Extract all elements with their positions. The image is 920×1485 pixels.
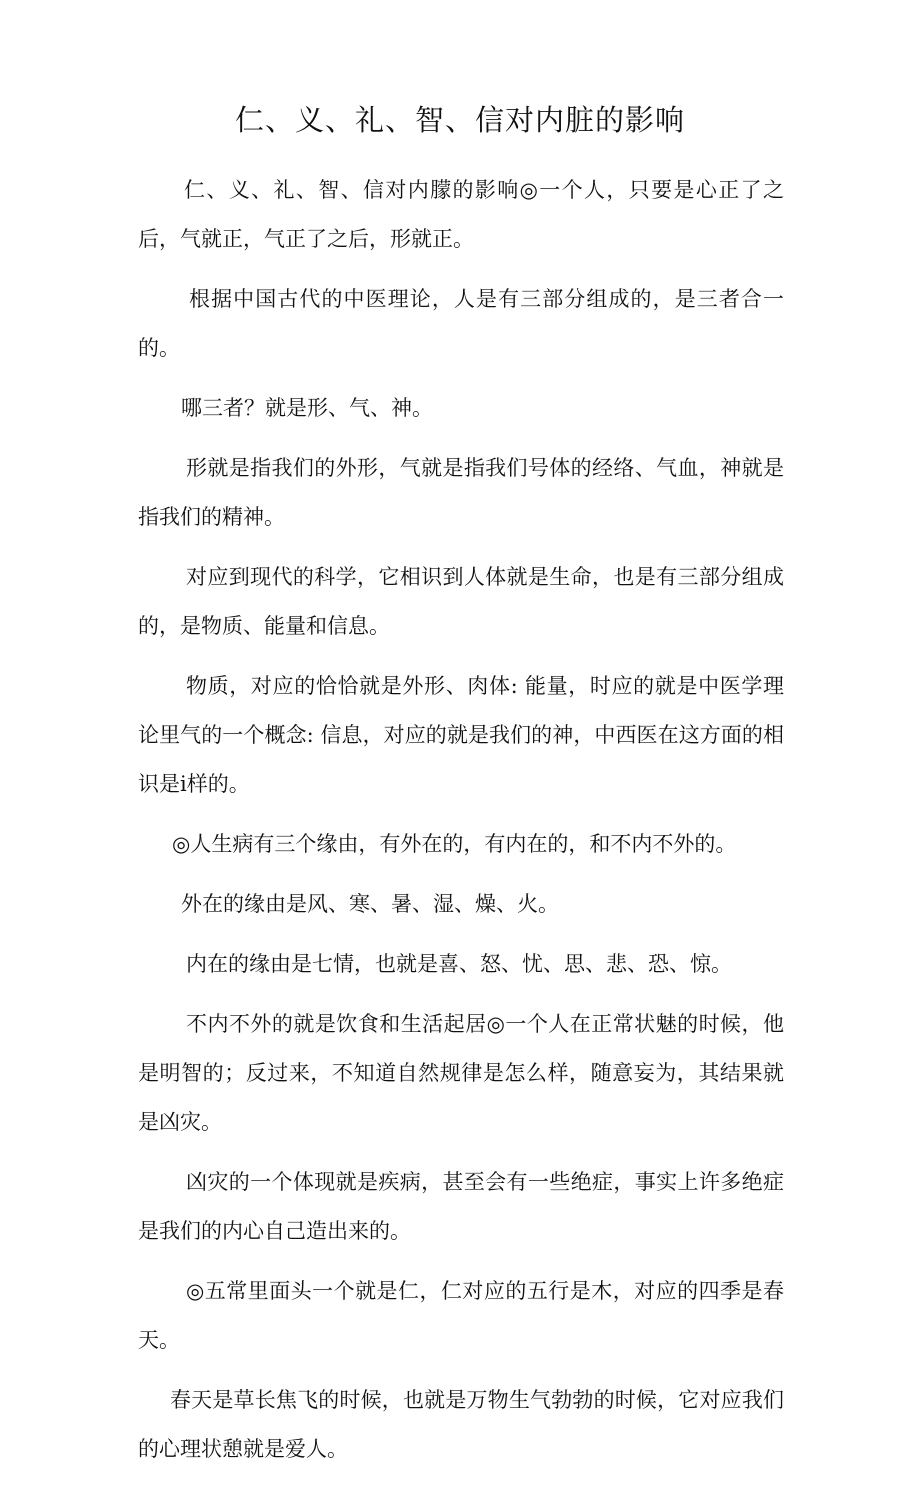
- paragraph: 仁、义、礼、智、信对内朦的影响◎一个人，只要是心正了之后，气就正，气正了之后，形就正。: [138, 178, 784, 251]
- paragraph: 不内不外的就是饮食和生活起居◎一个人在正常状魅的时候，他是明智的；反过来，不知道自然规律是怎么样，随意妄为，其结果就是凶灾。: [138, 1012, 784, 1134]
- paragraph: 内在的缘由是七情，也就是喜、怒、忧、思、悲、恐、惊。: [186, 952, 732, 976]
- document-body: [138, 166, 784, 1485]
- paragraph: 对应到现代的科学，它相识到人体就是生命，也是有三部分组成的，是物质、能量和信息。: [138, 565, 784, 638]
- document-title: 仁、义、礼、智、信对内脏的影响: [234, 103, 685, 137]
- paragraph: 形就是指我们的外形，气就是指我们号体的经络、气血，神就是指我们的精神。: [138, 456, 784, 529]
- paragraph: 哪三者？就是形、气、神。: [181, 396, 433, 420]
- paragraph: ◎人生病有三个缘由，有外在的，有内在的，和不内不外的。: [172, 832, 737, 856]
- paragraph: ◎五常里面头一个就是仁，仁对应的五行是木，对应的四季是春天。: [138, 1279, 784, 1352]
- paragraph: 根据中国古代的中医理论，人是有三部分组成的，是三者合一的。: [138, 287, 784, 360]
- paragraph: 春天是草长焦飞的时候，也就是万物生气勃勃的时候，它对应我们的心理状憩就是爱人。: [138, 1388, 784, 1461]
- paragraph: 物质，对应的恰恰就是外形、肉体: 能量，时应的就是中医学理论里气的一个概念: 信息，对应的就是我们的神，中西医在这方面的相识是i样的。: [138, 674, 784, 796]
- paragraph: 凶灾的一个体现就是疾病，甚至会有一些绝症，事实上许多绝症是我们的内心自己造出来的。: [138, 1170, 784, 1243]
- paragraph: 外在的缘由是风、寒、暑、湿、燥、火。: [181, 892, 559, 916]
